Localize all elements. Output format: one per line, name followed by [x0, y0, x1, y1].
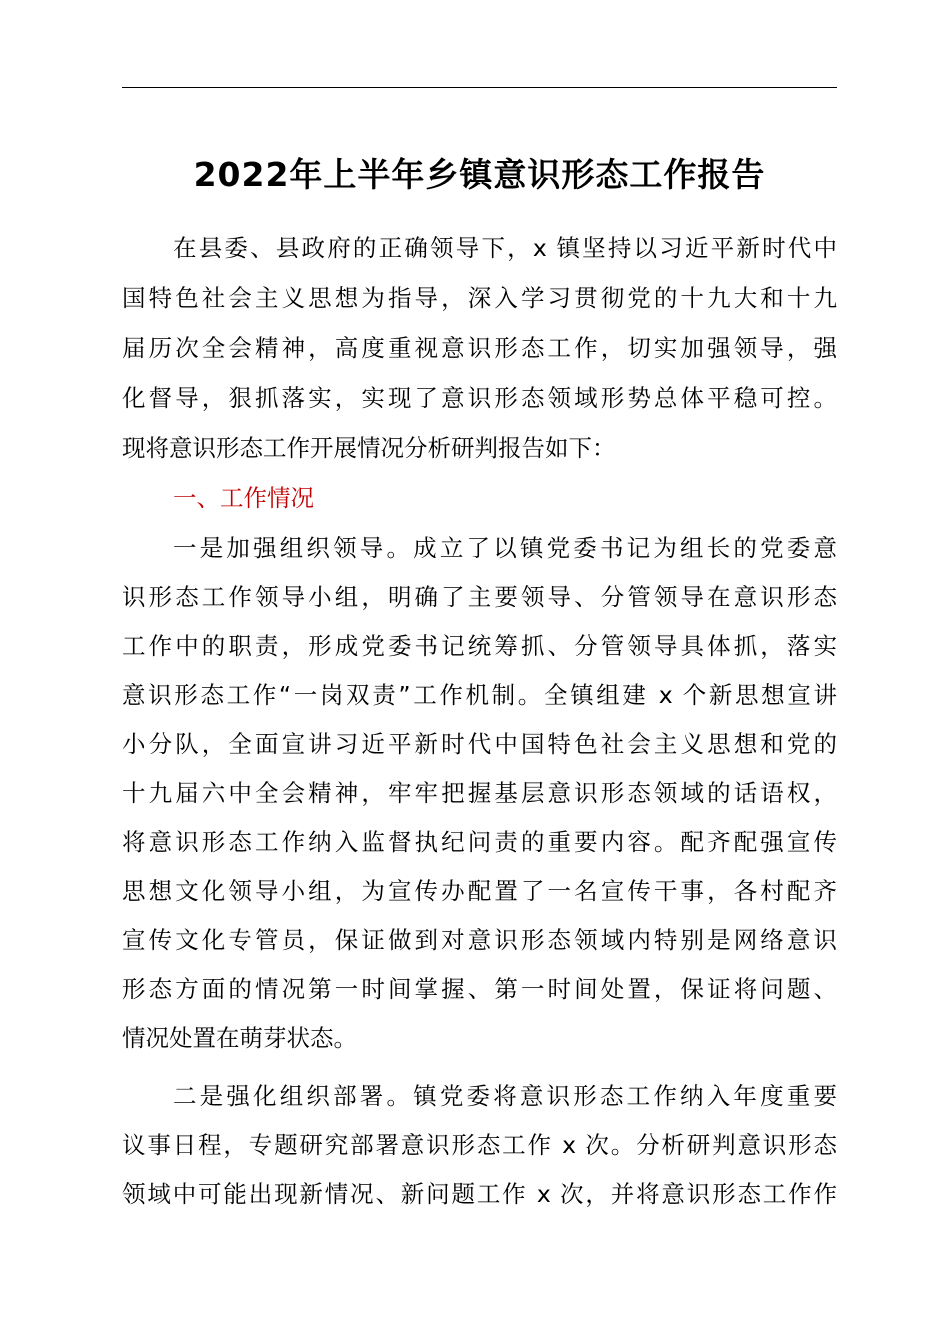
para1-line-1: 一是加强组织领导。成立了以镇党委书记为组长的党委意 — [173, 534, 837, 562]
para1-line-6: 十九届六中全会精神，牢牢把握基层意识形态领域的话语权， — [122, 779, 837, 807]
intro-line-3: 届历次全会精神，高度重视意识形态工作，切实加强领导，强 — [122, 334, 837, 362]
header-rule — [122, 87, 837, 88]
intro-line-2: 国特色社会主义思想为指导，深入学习贯彻党的十九大和十九 — [122, 284, 837, 312]
para1-line-11: 情况处置在萌芽状态。 — [122, 1024, 357, 1052]
para2-line-3: 领域中可能出现新情况、新问题工作 x 次，并将意识形态工作作 — [122, 1180, 837, 1208]
para1-line-8: 思想文化领导小组，为宣传办配置了一名宣传干事，各村配齐 — [122, 877, 837, 905]
document-title: 2022年上半年乡镇意识形态工作报告 — [193, 155, 766, 194]
para1-line-7: 将意识形态工作纳入监督执纪问责的重要内容。配齐配强宣传 — [122, 828, 837, 856]
para1-line-3: 工作中的职责，形成党委书记统筹抓、分管领导具体抓，落实 — [122, 632, 837, 660]
para1-line-2: 识形态工作领导小组，明确了主要领导、分管领导在意识形态 — [122, 583, 837, 611]
para2-line-2: 议事日程，专题研究部署意识形态工作 x 次。分析研判意识形态 — [122, 1131, 837, 1159]
intro-line-5: 现将意识形态工作开展情况分析研判报告如下： — [122, 434, 616, 462]
para2-line-1: 二是强化组织部署。镇党委将意识形态工作纳入年度重要 — [173, 1082, 837, 1110]
para1-line-10: 形态方面的情况第一时间掌握、第一时间处置，保证将问题、 — [122, 975, 837, 1003]
para1-line-4: 意识形态工作“一岗双责”工作机制。全镇组建 x 个新思想宣讲 — [122, 681, 837, 709]
section-heading-work-status: 一、工作情况 — [173, 484, 314, 512]
intro-line-4: 化督导，狠抓落实，实现了意识形态领域形势总体平稳可控。 — [122, 384, 837, 412]
para1-line-5: 小分队，全面宣讲习近平新时代中国特色社会主义思想和党的 — [122, 730, 837, 758]
para1-line-9: 宣传文化专管员，保证做到对意识形态领域内特别是网络意识 — [122, 926, 837, 954]
intro-line-1: 在县委、县政府的正确领导下，x 镇坚持以习近平新时代中 — [173, 234, 837, 262]
